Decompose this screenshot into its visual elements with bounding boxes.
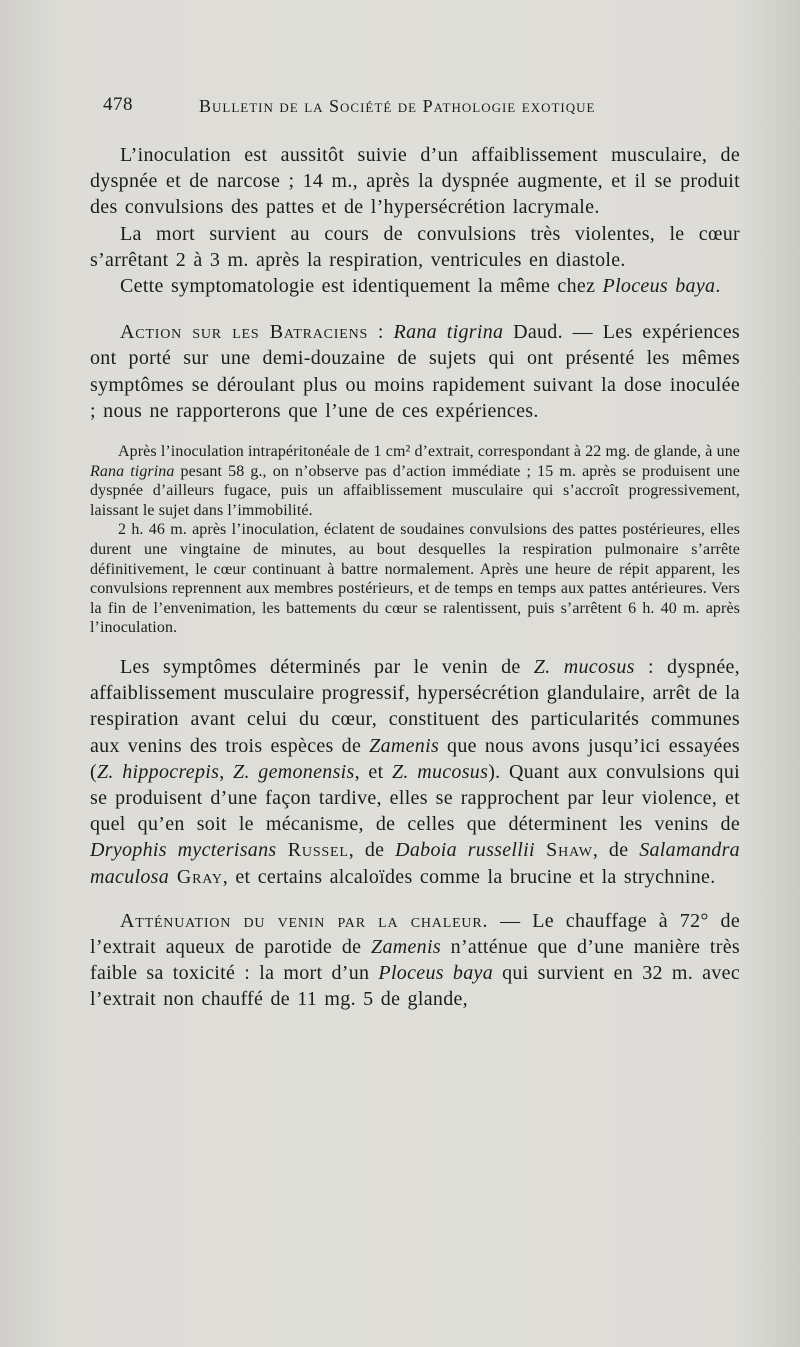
paragraph-symptomatologie: [90, 273, 740, 299]
text-run: que nous avons jusqu’ici essayées (: [90, 734, 740, 783]
paragraph-symptomes: [90, 654, 740, 890]
species-name: Rana tigrina: [90, 462, 175, 480]
author-name: Shaw: [534, 839, 593, 862]
species-name: Rana tigrina: [393, 321, 504, 344]
paragraph-mort: La mort survient au cours de convulsions très violentes, le cœur s’arrêtant 2 à 3 m. après la respiration, ventricules en diastole.: [90, 222, 740, 271]
text-run: , et certains alcaloïdes comme la brucine et la strychnine.: [222, 865, 716, 888]
page-body: [90, 142, 740, 1013]
species-name: Z. hippocrepis: [96, 760, 220, 783]
text-run: :: [368, 321, 394, 344]
text-run: , de: [592, 839, 640, 862]
text-run: qui survient en 32 m. avec l’extrait non chauffé de 11 mg. 5 de glande,: [90, 962, 740, 1011]
text-run: .: [715, 275, 721, 298]
small-print-experiment: [90, 442, 740, 520]
species-name: Daboia russellii: [395, 839, 535, 862]
text-run: ,: [219, 760, 234, 783]
text-run: Après l’inoculation intrapéritonéale de 1 cm² d’extrait, correspondant à 22 mg. de glande, à une: [118, 443, 740, 461]
species-name: Ploceus baya: [378, 962, 494, 985]
text-run: : dyspnée, affaiblissement musculaire progressif, hypersécrétion glandulaire, arrêt de la respiration avant celui du cœur, constituent des particularités communes aux venins des trois espèces de: [90, 655, 740, 757]
author-name: Gray: [169, 865, 223, 888]
small-print-convulsions: 2 h. 46 m. après l’inoculation, éclatent de soudaines convulsions des pattes postérieures, elles durent une vingtaine de minutes, au bout desquelles la respiration pulmonaire s’arrête définitivement, le cœur continuant à battre normalement. Après une heure de répit apparent, les convulsions reprennent aux membres postérieurs, et de temps en temps aux pattes antérieures. Vers la fin de l’envenimation, les battements du cœur se ralentissent, puis s’arrêtent 6 h. 40 m. après l’inoculation.: [90, 521, 740, 637]
text-run: , et: [354, 760, 392, 783]
section-heading: Action sur les Batraciens: [120, 321, 369, 344]
paragraph-inoculation: L’inoculation est aussitôt suivie d’un affaiblissement musculaire, de dyspnée et de narcose ; 14 m., après la dyspnée augmente, et il se produit des convulsions des pattes et de l’hypersécrétion lacrymale.: [90, 144, 740, 219]
paragraph-batraciens: [90, 319, 740, 424]
species-name: Z. mucosus: [533, 655, 635, 678]
species-name: Z. gemonensis: [233, 760, 355, 783]
text-run: Daud. — Les expériences ont porté sur une demi-douzaine de sujets qui ont présenté les mêmes symptômes se déroulant plus ou moins rapidement suivant la dose inoculée ; nous ne rapporterons que l’une de ces expériences.: [90, 321, 740, 422]
species-name: Ploceus baya: [602, 275, 716, 298]
text-run: pesant 58 g., on n’observe pas d’action immédiate ; 15 m. après se produisent une dyspnée d’ailleurs fugace, puis un affaiblissement musculaire qui s’accroît progressivement, laissant le sujet dans l’immobilité.: [90, 462, 740, 519]
paragraph-attenuation: [90, 908, 740, 1013]
section-heading: Atténuation du venin par la chaleur.: [120, 909, 489, 932]
genus-name: Zamenis: [371, 936, 441, 958]
species-name: Dryophis mycterisans: [90, 839, 277, 862]
text-run: ). Quant aux convulsions qui se produisent d’une façon tardive, elles se rapprochent par leur violence, et quel qu’en soit le mécanisme, de celles que déterminent les venins de: [90, 760, 740, 836]
species-name: Salamandra maculosa: [90, 839, 740, 888]
page-number: 478: [103, 94, 133, 115]
running-title: Bulletin de la Société de Pathologie exotique: [199, 96, 596, 116]
text-run: — Le chauffage à 72° de l’extrait aqueux de parotide de: [90, 909, 740, 958]
text-run: , de: [348, 839, 396, 862]
text-run: Les symptômes déterminés par le venin de: [120, 655, 534, 678]
author-name: Russel: [276, 839, 349, 862]
page-header: [103, 94, 743, 124]
text-run: n’atténue que d’une manière très faible sa toxicité : la mort d’un: [90, 936, 741, 985]
text-run: Cette symptomatologie est identiquement la même chez: [120, 275, 603, 298]
species-name: Z. mucosus: [391, 760, 489, 783]
genus-name: Zamenis: [369, 734, 440, 757]
